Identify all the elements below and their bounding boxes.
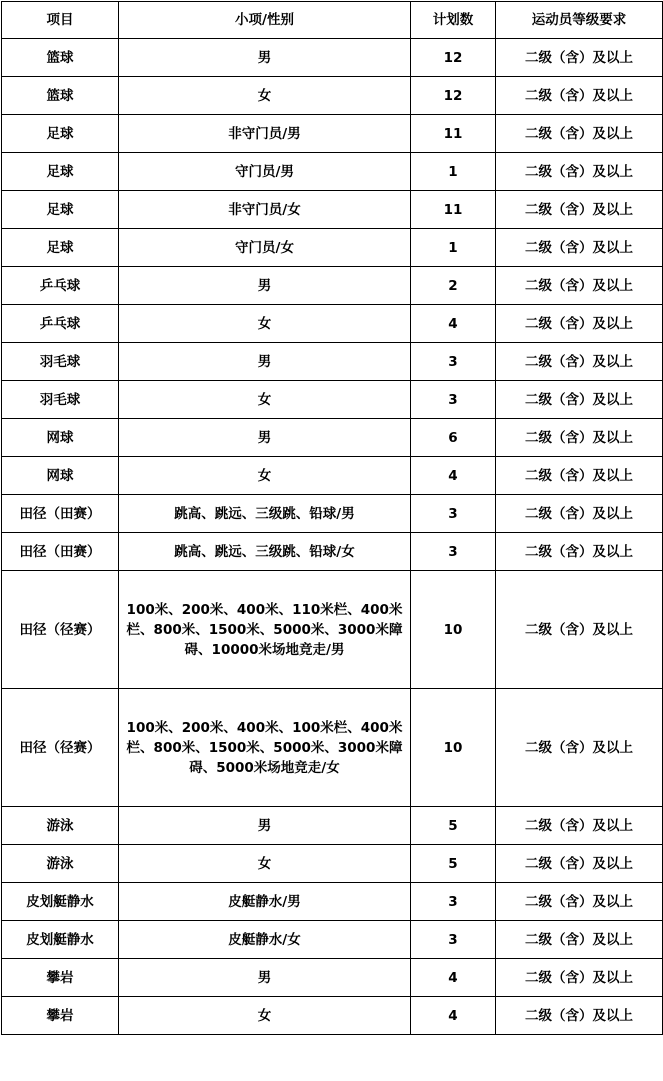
cell-sport: 乒乓球 xyxy=(2,305,119,343)
cell-sport: 篮球 xyxy=(2,39,119,77)
cell-detail: 非守门员/女 xyxy=(119,191,411,229)
cell-level: 二级（含）及以上 xyxy=(496,153,663,191)
cell-count: 3 xyxy=(411,533,496,571)
cell-sport: 攀岩 xyxy=(2,959,119,997)
cell-level: 二级（含）及以上 xyxy=(496,267,663,305)
cell-detail: 男 xyxy=(119,343,411,381)
cell-count: 3 xyxy=(411,883,496,921)
cell-detail: 男 xyxy=(119,959,411,997)
cell-level: 二级（含）及以上 xyxy=(496,495,663,533)
cell-sport: 田径（田赛） xyxy=(2,495,119,533)
cell-detail: 女 xyxy=(119,997,411,1035)
cell-detail: 女 xyxy=(119,381,411,419)
cell-count: 10 xyxy=(411,571,496,689)
cell-count: 10 xyxy=(411,689,496,807)
cell-level: 二级（含）及以上 xyxy=(496,191,663,229)
cell-sport: 羽毛球 xyxy=(2,381,119,419)
cell-detail: 男 xyxy=(119,419,411,457)
cell-level: 二级（含）及以上 xyxy=(496,115,663,153)
table-header-row xyxy=(2,2,663,39)
table-row xyxy=(2,267,663,305)
cell-sport: 皮划艇静水 xyxy=(2,921,119,959)
cell-level: 二级（含）及以上 xyxy=(496,883,663,921)
cell-detail: 100米、200米、400米、100米栏、400米栏、800米、1500米、5000米、3000米障碍、5000米场地竞走/女 xyxy=(119,689,411,807)
cell-sport: 乒乓球 xyxy=(2,267,119,305)
cell-count: 3 xyxy=(411,495,496,533)
cell-count: 12 xyxy=(411,77,496,115)
cell-sport: 足球 xyxy=(2,153,119,191)
cell-level: 二级（含）及以上 xyxy=(496,229,663,267)
cell-sport: 网球 xyxy=(2,457,119,495)
cell-detail: 男 xyxy=(119,39,411,77)
cell-level: 二级（含）及以上 xyxy=(496,39,663,77)
cell-level: 二级（含）及以上 xyxy=(496,381,663,419)
cell-count: 3 xyxy=(411,343,496,381)
cell-level: 二级（含）及以上 xyxy=(496,77,663,115)
cell-count: 4 xyxy=(411,305,496,343)
table-row xyxy=(2,533,663,571)
cell-level: 二级（含）及以上 xyxy=(496,921,663,959)
table-row xyxy=(2,997,663,1035)
cell-sport: 网球 xyxy=(2,419,119,457)
cell-count: 12 xyxy=(411,39,496,77)
table-row xyxy=(2,343,663,381)
cell-sport: 游泳 xyxy=(2,845,119,883)
table-row xyxy=(2,807,663,845)
cell-count: 4 xyxy=(411,457,496,495)
cell-level: 二级（含）及以上 xyxy=(496,533,663,571)
cell-detail: 女 xyxy=(119,305,411,343)
table-row xyxy=(2,921,663,959)
cell-level: 二级（含）及以上 xyxy=(496,305,663,343)
header-detail: 小项/性别 xyxy=(119,2,411,39)
cell-count: 11 xyxy=(411,115,496,153)
cell-sport: 羽毛球 xyxy=(2,343,119,381)
cell-count: 1 xyxy=(411,229,496,267)
cell-detail: 女 xyxy=(119,457,411,495)
cell-sport: 田径（田赛） xyxy=(2,533,119,571)
header-sport: 项目 xyxy=(2,2,119,39)
cell-sport: 皮划艇静水 xyxy=(2,883,119,921)
cell-detail: 跳高、跳远、三级跳、铅球/男 xyxy=(119,495,411,533)
cell-count: 5 xyxy=(411,807,496,845)
table-row xyxy=(2,419,663,457)
table-row xyxy=(2,883,663,921)
table-body xyxy=(2,39,663,1035)
table-row xyxy=(2,381,663,419)
cell-level: 二级（含）及以上 xyxy=(496,689,663,807)
header-level: 运动员等级要求 xyxy=(496,2,663,39)
table-row xyxy=(2,457,663,495)
table-row xyxy=(2,845,663,883)
sports-quota-table xyxy=(1,1,663,1035)
cell-count: 3 xyxy=(411,921,496,959)
cell-sport: 足球 xyxy=(2,115,119,153)
cell-sport: 游泳 xyxy=(2,807,119,845)
cell-level: 二级（含）及以上 xyxy=(496,997,663,1035)
cell-detail: 皮艇静水/男 xyxy=(119,883,411,921)
cell-count: 1 xyxy=(411,153,496,191)
cell-level: 二级（含）及以上 xyxy=(496,807,663,845)
table-row xyxy=(2,959,663,997)
table-row xyxy=(2,115,663,153)
header-count: 计划数 xyxy=(411,2,496,39)
cell-level: 二级（含）及以上 xyxy=(496,343,663,381)
table-row xyxy=(2,191,663,229)
cell-count: 5 xyxy=(411,845,496,883)
cell-detail: 皮艇静水/女 xyxy=(119,921,411,959)
cell-detail: 守门员/男 xyxy=(119,153,411,191)
cell-detail: 非守门员/男 xyxy=(119,115,411,153)
cell-detail: 守门员/女 xyxy=(119,229,411,267)
cell-detail: 男 xyxy=(119,267,411,305)
cell-count: 11 xyxy=(411,191,496,229)
cell-level: 二级（含）及以上 xyxy=(496,959,663,997)
table-row xyxy=(2,39,663,77)
table-row xyxy=(2,153,663,191)
table-row xyxy=(2,495,663,533)
cell-detail: 女 xyxy=(119,77,411,115)
table-row xyxy=(2,305,663,343)
cell-sport: 篮球 xyxy=(2,77,119,115)
cell-level: 二级（含）及以上 xyxy=(496,457,663,495)
cell-sport: 足球 xyxy=(2,229,119,267)
cell-count: 4 xyxy=(411,997,496,1035)
cell-count: 2 xyxy=(411,267,496,305)
cell-level: 二级（含）及以上 xyxy=(496,419,663,457)
cell-level: 二级（含）及以上 xyxy=(496,571,663,689)
cell-count: 3 xyxy=(411,381,496,419)
cell-count: 6 xyxy=(411,419,496,457)
cell-detail: 男 xyxy=(119,807,411,845)
cell-level: 二级（含）及以上 xyxy=(496,845,663,883)
cell-detail: 跳高、跳远、三级跳、铅球/女 xyxy=(119,533,411,571)
cell-sport: 足球 xyxy=(2,191,119,229)
cell-detail: 100米、200米、400米、110米栏、400米栏、800米、1500米、5000米、3000米障碍、10000米场地竞走/男 xyxy=(119,571,411,689)
cell-sport: 田径（径赛） xyxy=(2,571,119,689)
cell-sport: 田径（径赛） xyxy=(2,689,119,807)
table-row xyxy=(2,571,663,689)
cell-detail: 女 xyxy=(119,845,411,883)
table-row xyxy=(2,229,663,267)
cell-count: 4 xyxy=(411,959,496,997)
table-row xyxy=(2,689,663,807)
cell-sport: 攀岩 xyxy=(2,997,119,1035)
table-row xyxy=(2,77,663,115)
